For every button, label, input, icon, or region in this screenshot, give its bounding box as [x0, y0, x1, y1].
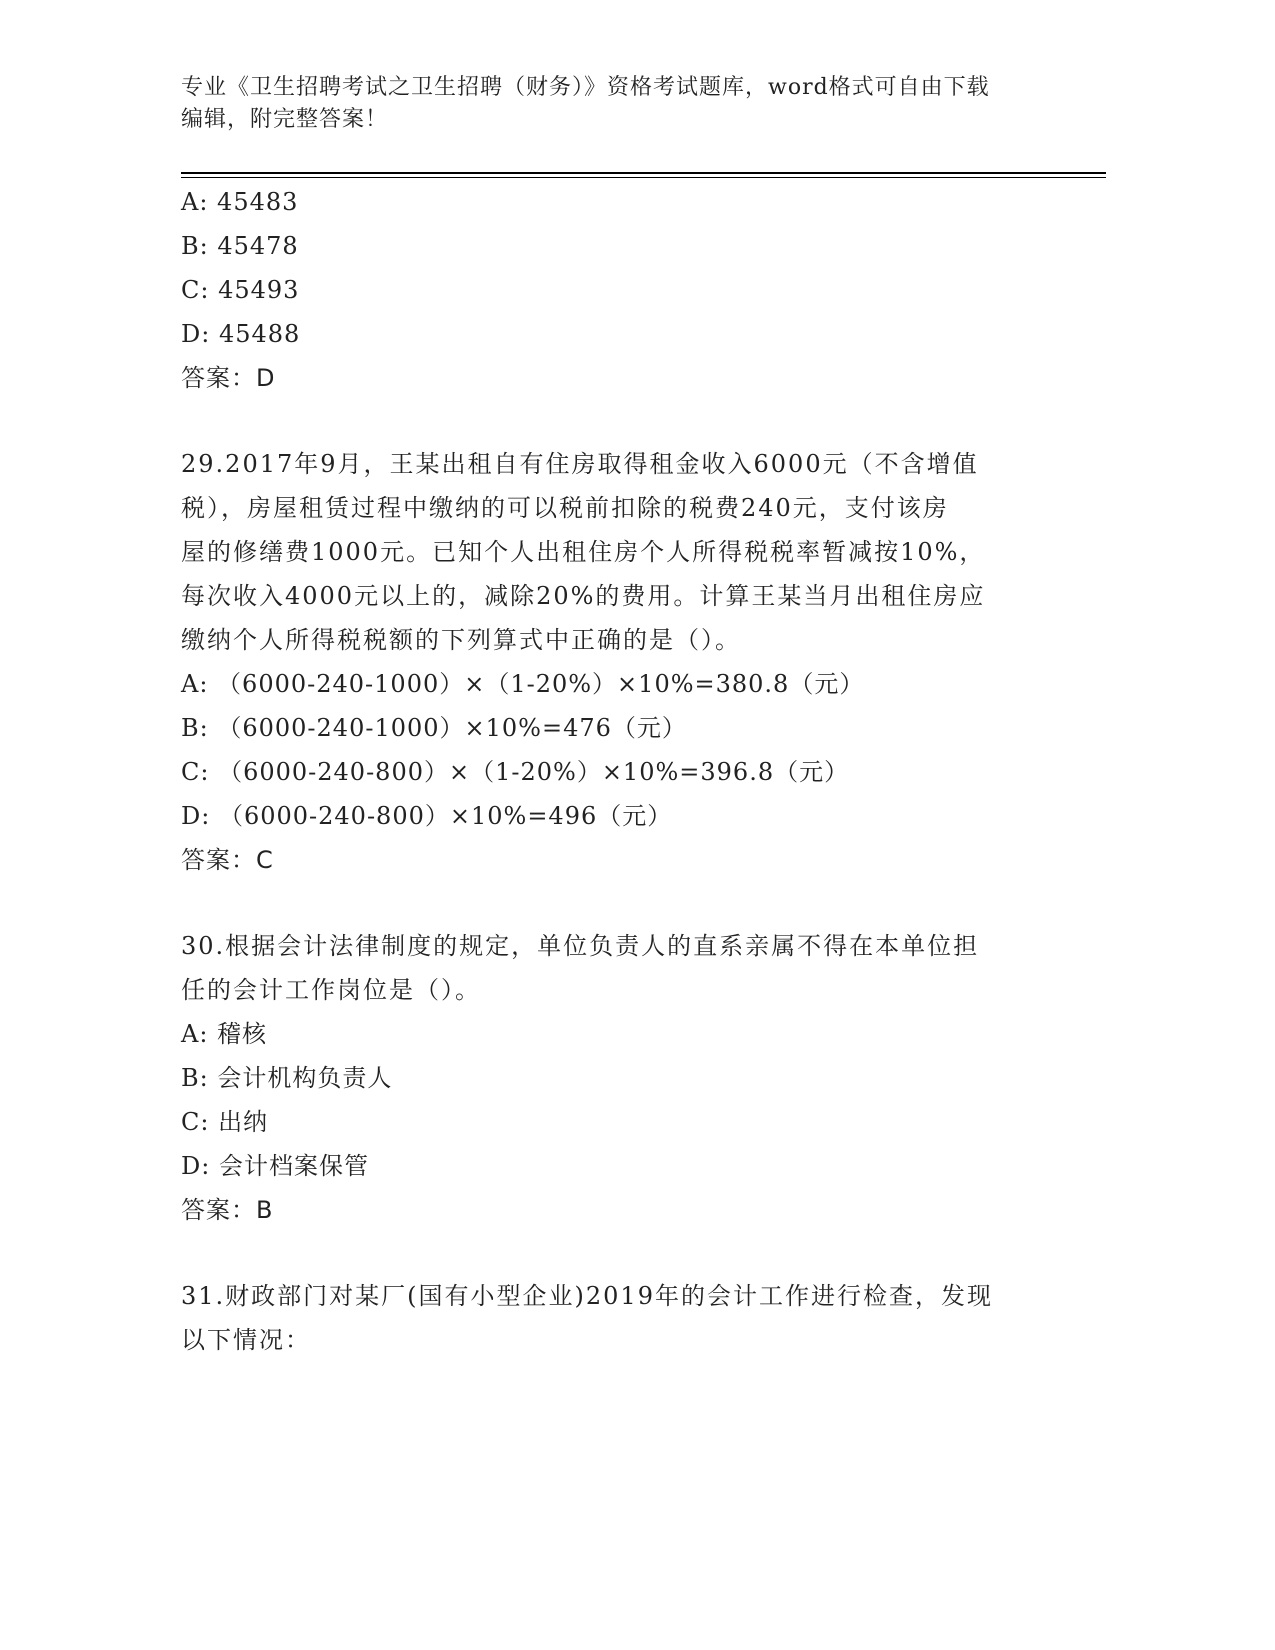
question-line: 以下情况：	[181, 1326, 311, 1354]
option-b: B: 会计机构负责人	[181, 1064, 393, 1092]
question-line: 税），房屋租赁过程中缴纳的可以税前扣除的税费240元，支付该房	[181, 494, 949, 522]
answer-label: 答案：C	[181, 846, 274, 874]
option-d: D: （6000-240-800）×10%=496（元）	[181, 802, 673, 830]
option-d: D: 会计档案保管	[181, 1152, 369, 1180]
spacer	[181, 1232, 1041, 1274]
option-b: B: （6000-240-1000）×10%=476（元）	[181, 714, 687, 742]
header-line-2: 编辑，附完整答案！	[181, 107, 389, 132]
option-c: C: 45493	[181, 276, 300, 304]
option-a: A: 45483	[181, 188, 299, 216]
question-content	[181, 180, 1041, 1362]
question-line: 任的会计工作岗位是（）。	[181, 976, 481, 1004]
option-d: D: 45488	[181, 320, 301, 348]
answer-label: 答案：B	[181, 1196, 274, 1224]
question-line: 缴纳个人所得税税额的下列算式中正确的是（）。	[181, 626, 741, 654]
question-line: 29.2017年9月，王某出租自有住房取得租金收入6000元（不含增值	[181, 450, 979, 478]
question-line: 屋的修缮费1000元。已知个人出租住房个人所得税税率暂减按10%，	[181, 538, 986, 566]
header-line-1: 专业《卫生招聘考试之卫生招聘（财务）》资格考试题库，word格式可自由下载	[181, 75, 990, 100]
header-divider-thin	[181, 177, 1106, 178]
question-29-block	[181, 442, 1041, 882]
document-header	[181, 72, 1041, 136]
option-b: B: 45478	[181, 232, 299, 260]
option-c: C: 出纳	[181, 1108, 269, 1136]
option-a: A: （6000-240-1000）×（1-20%）×10%=380.8（元）	[181, 670, 865, 698]
question-29-text	[181, 442, 1041, 662]
question-30-block	[181, 924, 1041, 1232]
question-31-block	[181, 1274, 1041, 1362]
question-28-block	[181, 180, 1041, 400]
spacer	[181, 882, 1041, 924]
question-line: 每次收入4000元以上的，减除20%的费用。计算王某当月出租住房应	[181, 582, 986, 610]
answer-label: 答案：D	[181, 364, 276, 392]
question-line: 30.根据会计法律制度的规定，单位负责人的直系亲属不得在本单位担	[181, 932, 980, 960]
header-divider-thick	[181, 172, 1106, 174]
option-a: A: 稽核	[181, 1020, 268, 1048]
question-31-text	[181, 1274, 1041, 1362]
question-line: 31.财政部门对某厂(国有小型企业)2019年的会计工作进行检查，发现	[181, 1282, 993, 1310]
option-c: C: （6000-240-800）×（1-20%）×10%=396.8（元）	[181, 758, 850, 786]
spacer	[181, 400, 1041, 442]
question-30-text	[181, 924, 1041, 1012]
